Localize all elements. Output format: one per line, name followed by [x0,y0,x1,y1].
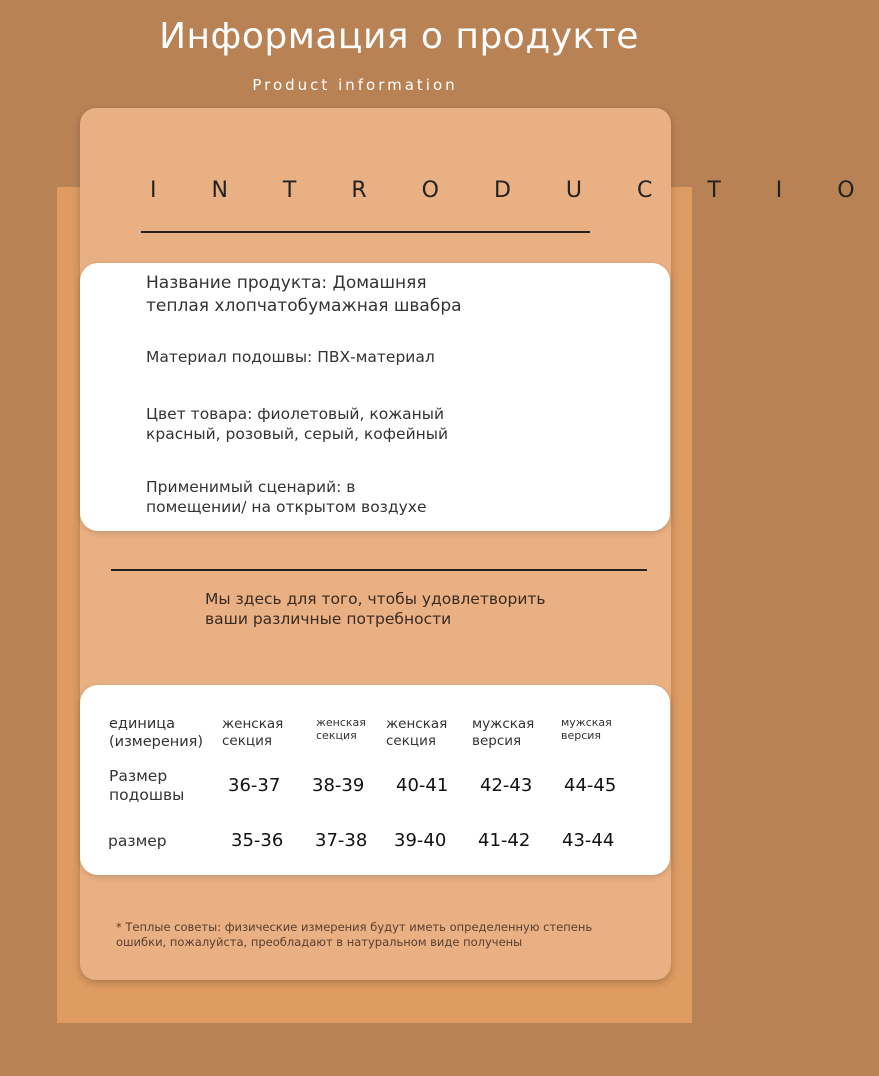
table-cell: 38-39 [312,775,365,796]
table-cell: 44-45 [564,775,617,796]
scenario-text: Применимый сценарий: в помещении/ на открытом воздухе [146,478,427,516]
column-header: женская секция [222,716,284,749]
page-title: Информация о продукте [159,16,639,57]
sole-material-text: Материал подошвы: ПВХ-материал [146,348,435,366]
table-cell: 35-36 [231,830,284,851]
divider-middle [111,569,647,571]
table-cell: 36-37 [228,775,281,796]
page-subtitle: Product information [252,76,458,94]
unit-label: единица (измерения) [109,716,204,750]
table-cell: 42-43 [480,775,533,796]
color-text: Цвет товара: фиолетовый, кожаный красный, розовый, серый, кофейный [146,405,449,443]
table-cell: 37-38 [315,830,368,851]
row-label-size: размер [108,832,167,850]
table-cell: 39-40 [394,830,447,851]
slogan-text: Мы здесь для того, чтобы удовлетворить ваши различные потребности [205,590,546,628]
product-name-text: Название продукта: Домашняя теплая хлопчатобумажная швабра [146,273,462,316]
intro-heading: I N T R O D U C T I O [150,178,879,203]
column-header: женская секция [316,716,366,742]
column-header: женская секция [386,716,448,749]
column-header: мужская версия [561,716,612,742]
row-label-sole-size: Размер подошвы [109,767,185,804]
warm-tips-note: * Теплые советы: физические измерения будут иметь определенную степень ошибки, пожалуйста, преобладают в натуральном виде получены [116,920,593,949]
table-cell: 40-41 [396,775,449,796]
column-header: мужская версия [472,716,535,749]
table-cell: 41-42 [478,830,531,851]
divider-top [141,231,590,233]
table-cell: 43-44 [562,830,615,851]
